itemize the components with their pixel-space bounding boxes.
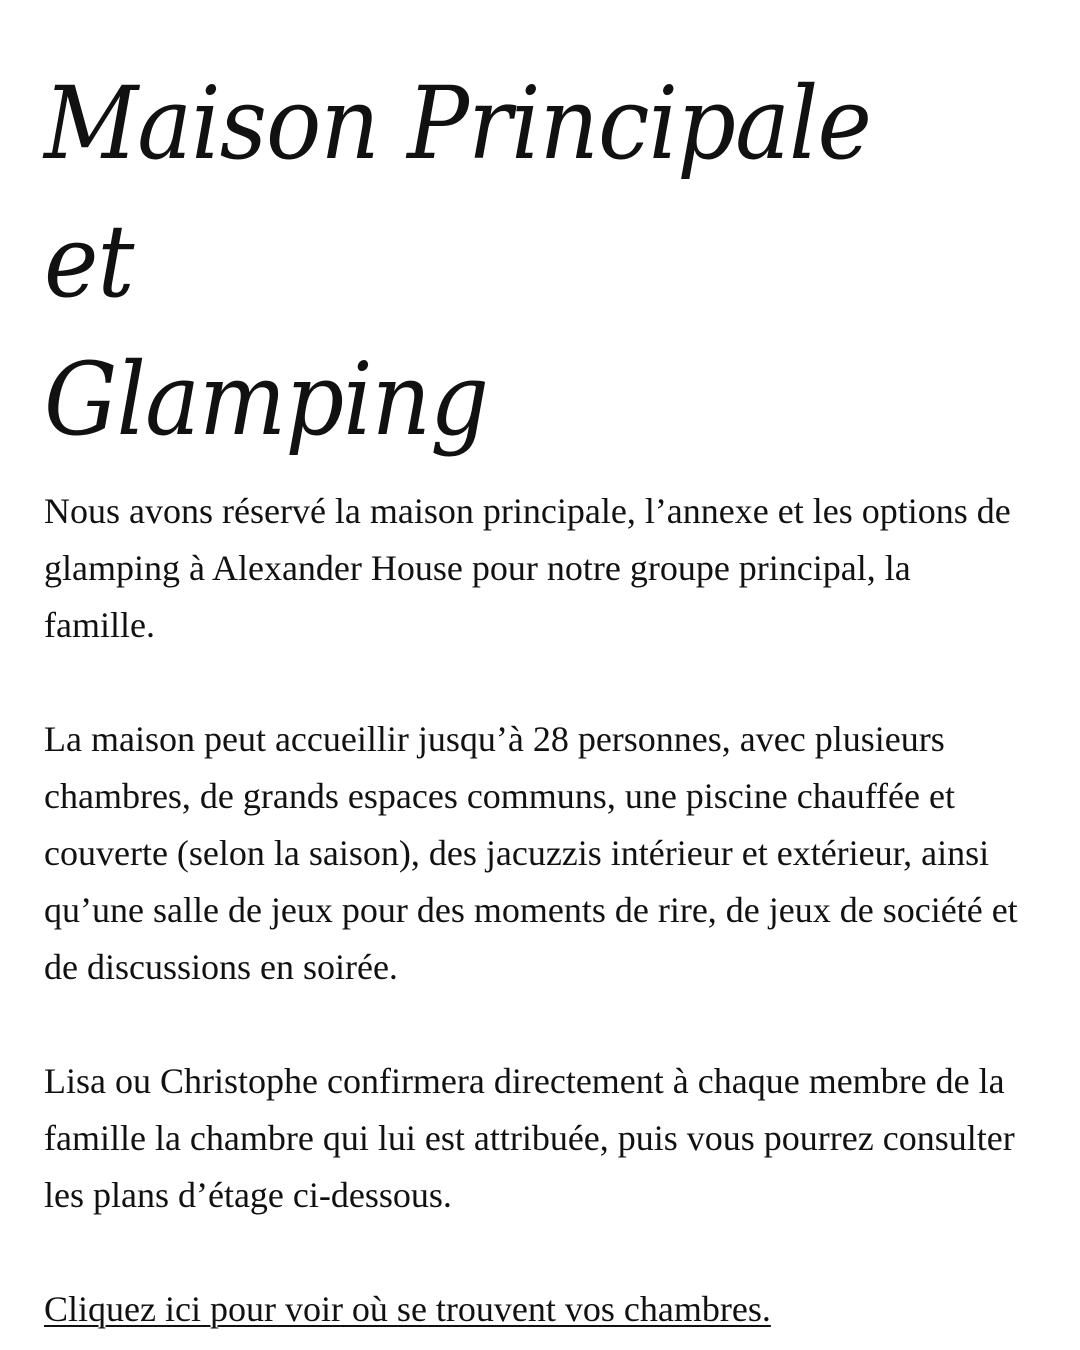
page-title-line-2: Glamping [44,341,489,458]
content-section [44,55,1024,1338]
paragraph-house-details: La maison peut accueillir jusqu’à 28 personnes, avec plusieurs chambres, de grands espaces communs, une piscine chauffée et couverte (selon la saison), des jacuzzis intérieur et extérieur, ainsi qu’une salle de jeux pour des moments de rire, de jeux de société et de discussions en soirée. [44,719,1018,987]
page-title [44,55,964,469]
paragraph-intro: Nous avons réservé la maison principale, l’annexe et les options de glamping à Alexander House pour notre groupe principal, la famille. [44,491,1011,645]
paragraph-room-assignment: Lisa ou Christophe confirmera directement à chaque membre de la famille la chambre qui lui est attribuée, puis vous pourrez consulter les plans d’étage ci-dessous. [44,1061,1015,1215]
page-title-line-1: Maison Principale et [44,65,872,320]
rooms-link[interactable]: Cliquez ici pour voir où se trouvent vos chambres. [44,1289,771,1329]
body-text [44,483,1024,1338]
